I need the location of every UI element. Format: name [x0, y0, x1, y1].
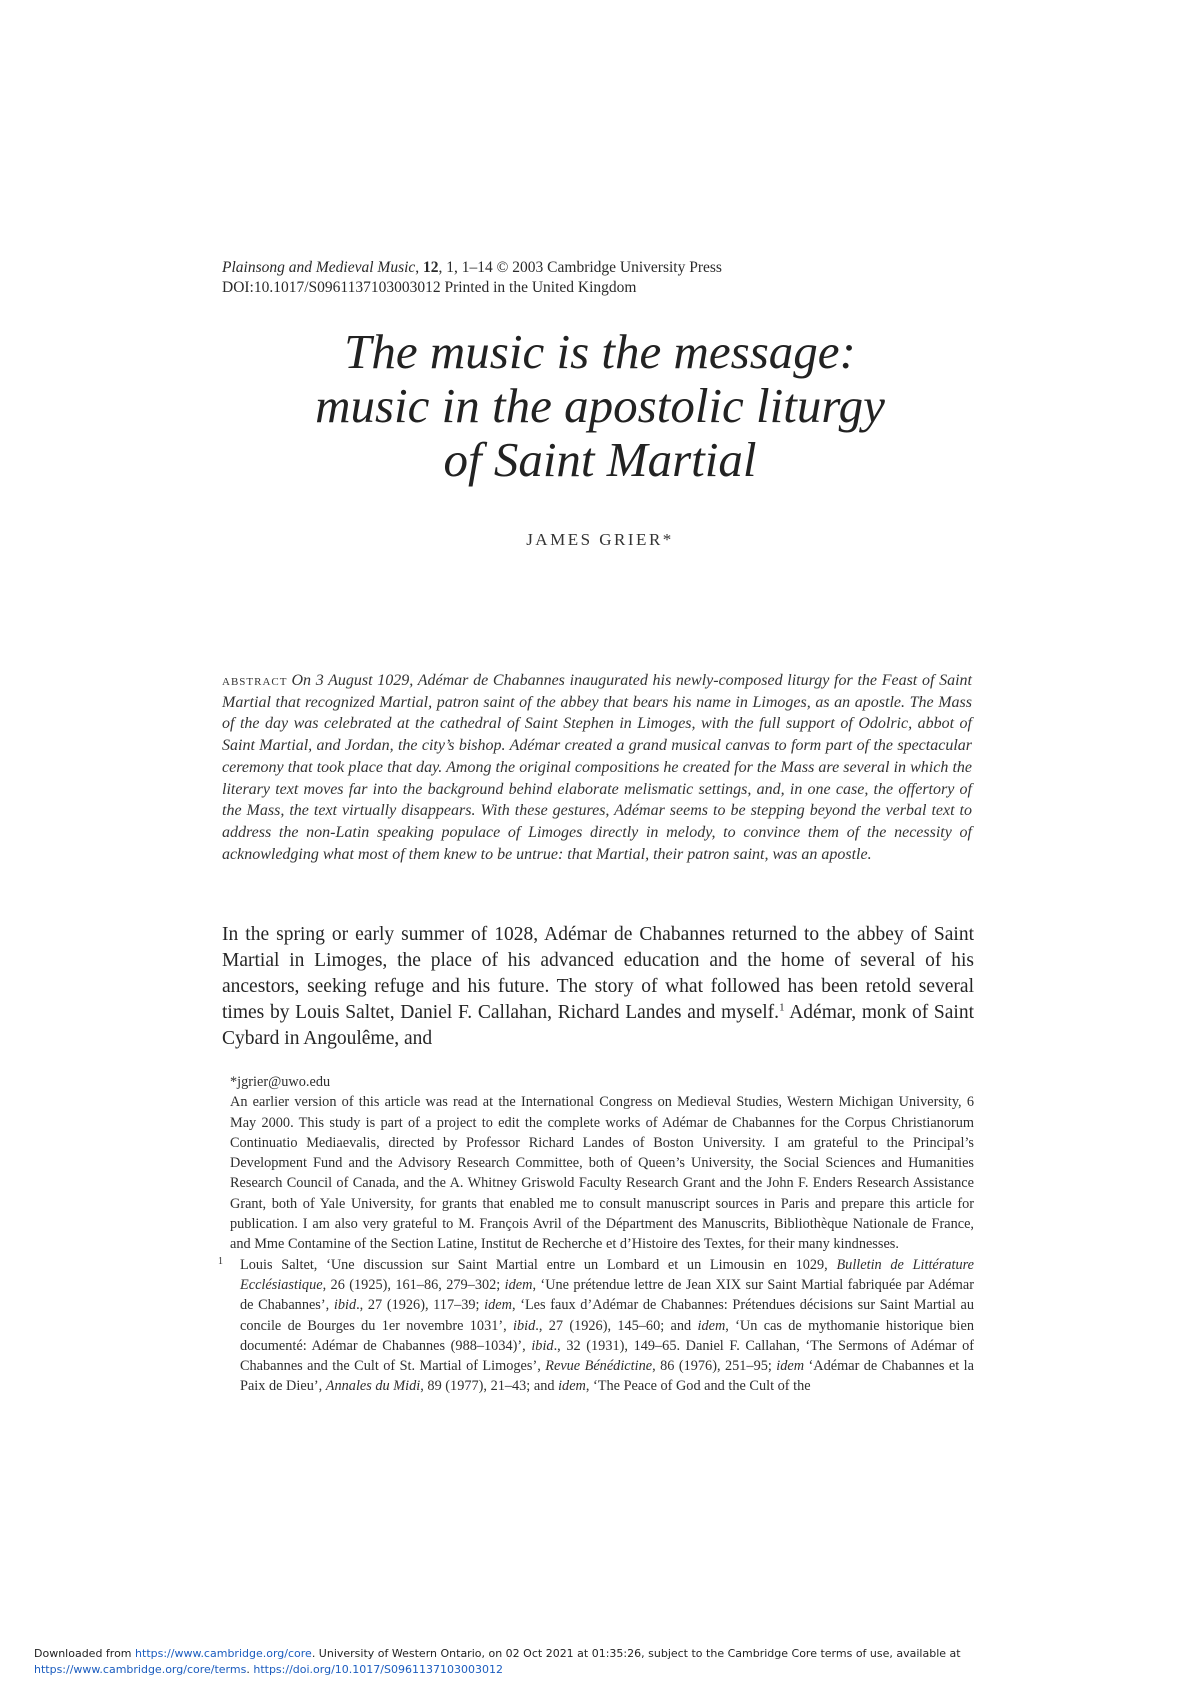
- doi-link[interactable]: https://doi.org/10.1017/S0961137103003012: [253, 1663, 503, 1676]
- article-title: [200, 325, 1000, 487]
- cambridge-core-link[interactable]: https://www.cambridge.org/core: [135, 1647, 312, 1660]
- note-text: , 86 (1976), 251–95;: [652, 1358, 777, 1375]
- note-italic: idem: [697, 1317, 726, 1334]
- footer-separator: .: [246, 1663, 254, 1676]
- footer-prefix: Downloaded from: [34, 1647, 136, 1660]
- body-text-part2: Adémar, monk of Saint Cybard in Angoulême, and: [222, 1002, 974, 1049]
- journal-citation: [222, 258, 982, 298]
- note-text: , ‘The Peace of God and the Cult of the: [585, 1378, 811, 1395]
- author-email: *jgrier@uwo.edu: [230, 1074, 331, 1090]
- note-text: ., 27 (1926), 117–39;: [356, 1297, 485, 1314]
- abstract: [222, 670, 972, 865]
- doi-line: DOI:10.1017/S0961137103003012 Printed in the United Kingdom: [222, 279, 637, 296]
- note-italic: idem: [776, 1358, 805, 1375]
- note-text: ‘Adémar de Chabannes et la Paix de Dieu’,: [240, 1358, 974, 1395]
- footnote-reference[interactable]: 1: [779, 1001, 785, 1014]
- note-text: Louis Saltet, ‘Une discussion sur Saint Martial entre un Lombard et un Limousin en 1029,: [240, 1256, 837, 1273]
- note-italic: idem: [504, 1276, 533, 1293]
- note-italic: Annales du Midi: [325, 1378, 421, 1395]
- footer-middle-text: . University of Western Ontario, on 02 Oct 2021 at 01:35:26, subject to the Cambridge Core terms of use, available at: [311, 1647, 961, 1660]
- title-line-3: of Saint Martial: [443, 432, 757, 487]
- note-italic: idem: [484, 1297, 512, 1314]
- download-footer: [34, 1646, 1174, 1678]
- volume-number: 12: [423, 259, 439, 276]
- body-text-part1: In the spring or early summer of 1028, Adémar de Chabannes returned to the abbey of Saint Martial in Limoges, the place of his advanced education and the home of several of his ancestors, seeking refuge and his future. The story of what followed has been retold several times by Louis Saltet, Daniel F. Callahan, Richard Landes and myself.: [222, 924, 974, 1023]
- title-line-1: The music is the message:: [344, 324, 856, 379]
- note-italic: ibid: [513, 1317, 536, 1334]
- issue-pages: , 1, 1–14 © 2003 Cambridge University Press: [438, 259, 722, 276]
- note-text: , 26 (1925), 161–86, 279–302;: [322, 1276, 505, 1293]
- terms-link[interactable]: https://www.cambridge.org/core/terms: [34, 1663, 247, 1676]
- footnote-1: [218, 1255, 974, 1397]
- footnotes: [218, 1072, 974, 1397]
- citation-line: Plainsong and Medieval Music, 12, 1, 1–14 © 2003 Cambridge University Press: [222, 259, 722, 276]
- abstract-label: abstract: [222, 672, 288, 689]
- note-italic: idem: [558, 1378, 586, 1395]
- note-italic: Revue Bénédictine: [545, 1358, 653, 1375]
- author-name: JAMES GRIER*: [526, 530, 674, 549]
- note-text: ., 32 (1931), 149–65. Daniel F. Callahan, ‘The Sermons of Adémar of Chabannes and the Cult of St. Martial of Limoges’,: [240, 1337, 974, 1375]
- footnote-number: 1: [218, 1255, 223, 1267]
- body-paragraph: [222, 922, 974, 1052]
- abstract-text: On 3 August 1029, Adémar de Chabannes inaugurated his newly-composed liturgy for the Feast of Saint Martial that recognized Martial, patron saint of the abbey that bears his name in Limoges, as an apostle. The Mass of the day was celebrated at the cathedral of Saint Stephen in Limoges, with the full support of Odolric, abbot of Saint Martial, and Jordan, the city’s bishop. Adémar created a grand musical canvas to form part of the spectacular ceremony that took place that day. Among the original compositions he created for the Mass are several in which the literary text moves far into the background behind elaborate melismatic settings, and, in one case, the offertory of the Mass, the text virtually disappears. With these gestures, Adémar seems to be stepping beyond the verbal text to address the non-Latin speaking populace of Limoges directly in melody, to convince them of the necessity of acknowledging what most of them knew to be untrue: that Martial, their patron saint, was an apostle.: [222, 672, 972, 863]
- title-line-2: music in the apostolic liturgy: [315, 378, 885, 433]
- note-text: , ‘Un cas de mythomanie historique bien documenté: Adémar de Chabannes (988–1034)’,: [240, 1317, 974, 1354]
- note-italic: ibid: [531, 1337, 554, 1354]
- note-text: , ‘Une prétendue lettre de Jean XIX sur Saint Martial fabriquée par Adémar de Chabannes’,: [240, 1276, 974, 1314]
- journal-name: Plainsong and Medieval Music: [222, 259, 416, 276]
- acknowledgment-note: An earlier version of this article was read at the International Congress on Medieval Studies, Western Michigan University, 6 May 2000. This study is part of a project to edit the complete works of Adémar de Chabannes for the Corpus Christianorum Continuatio Mediaevalis, directed by Professor Richard Landes of Boston University. I am grateful to the Principal’s Development Fund and the Advisory Research Committee, both of Queen’s University, the Social Sciences and Humanities Research Council of Canada, and the A. Whitney Griswold Faculty Research Grant and the John F. Enders Research Assistance Grant, both of Yale University, for grants that enabled me to consult manuscript sources in Paris and prepare this article for publication. I am also very grateful to M. François Avril of the Départment des Manuscrits, Bibliothèque Nationale de France, and Mme Contamine of the Section Latine, Institut de Recherche et d’Histoire des Textes, for their many kindnesses.: [230, 1094, 974, 1253]
- note-italic: Bulletin de Littérature Ecclésiastique: [240, 1256, 974, 1293]
- note-text: ., 27 (1926), 145–60; and: [535, 1317, 698, 1334]
- note-italic: ibid: [333, 1297, 357, 1314]
- note-text: , 89 (1977), 21–43; and: [420, 1378, 559, 1395]
- note-text: , ‘Les faux d’Adémar de Chabannes: Prétendues décisions sur Saint Martial au concile de Bourges du 1er novembre 1031’,: [240, 1297, 974, 1334]
